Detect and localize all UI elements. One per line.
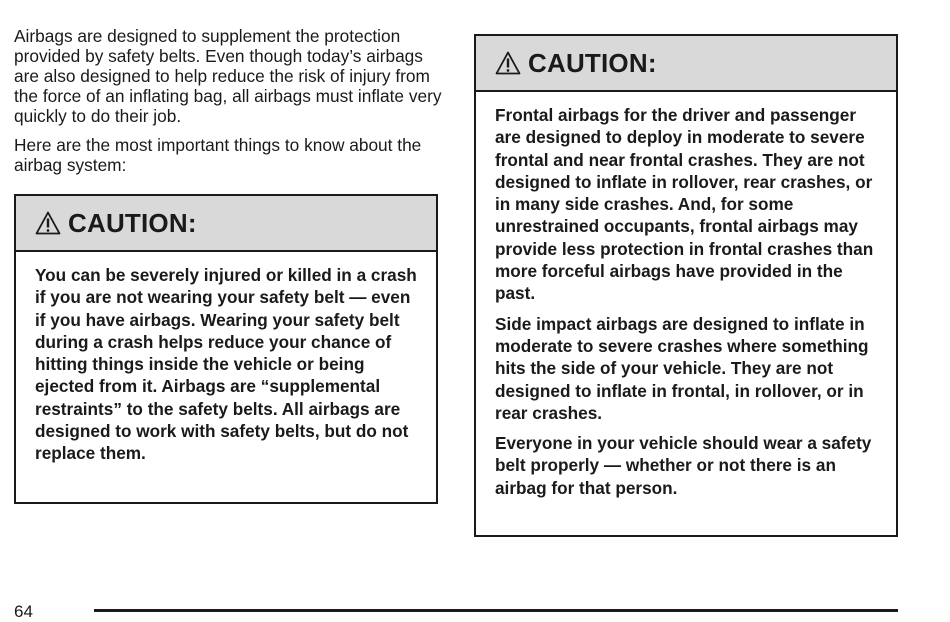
caution-title: CAUTION: [68, 207, 197, 238]
page-number: 64 [14, 602, 33, 621]
caution-paragraph-1: Frontal airbags for the driver and passenger are designed to deploy in moderate to severe frontal and near frontal crashes. They are not designed to inflate in rollover, rear crashes, or in many side crashes. And, for some unrestrained occupants, frontal airbags may provide less protection in frontal crashes than more forceful airbags have provided in the past. [495, 105, 874, 304]
caution-title: CAUTION: [528, 47, 657, 78]
caution-header [16, 196, 436, 252]
caution-paragraph: You can be severely injured or killed in a crash if you are not wearing your safety belt — even if you have airbags. Wearing your safety belt during a crash helps reduce your chance of hitting things inside the vehicle or being ejected from it. Airbags are “supplemental restraints” to the safety belts. All airbags are designed to work with safety belts, but do not replace them. [35, 265, 417, 464]
caution-box-frontal-airbags [474, 34, 898, 537]
intro-section [14, 26, 442, 184]
caution-body [476, 92, 896, 499]
warning-triangle-icon [495, 51, 521, 75]
caution-paragraph-2: Side impact airbags are designed to inflate in moderate to severe crashes where something hits the side of your vehicle. They are not designed to inflate in frontal, in rollover, or in rear crashes. [495, 313, 869, 423]
caution-header [476, 36, 896, 92]
intro-paragraph-2: Here are the most important things to know about the airbag system: [14, 135, 422, 175]
caution-box-safety-belt [14, 194, 438, 504]
caution-paragraph-3: Everyone in your vehicle should wear a safety belt properly — whether or not there is an airbag for that person. [495, 433, 872, 498]
caution-body [16, 252, 436, 465]
intro-paragraph-1: Airbags are designed to supplement the protection provided by safety belts. Even though today’s airbags are also designed to help reduce the risk of injury from the force of an inflating bag, all airbags must inflate very quickly to do their job. [14, 26, 442, 126]
warning-triangle-icon [35, 211, 61, 235]
footer-rule [94, 609, 898, 612]
